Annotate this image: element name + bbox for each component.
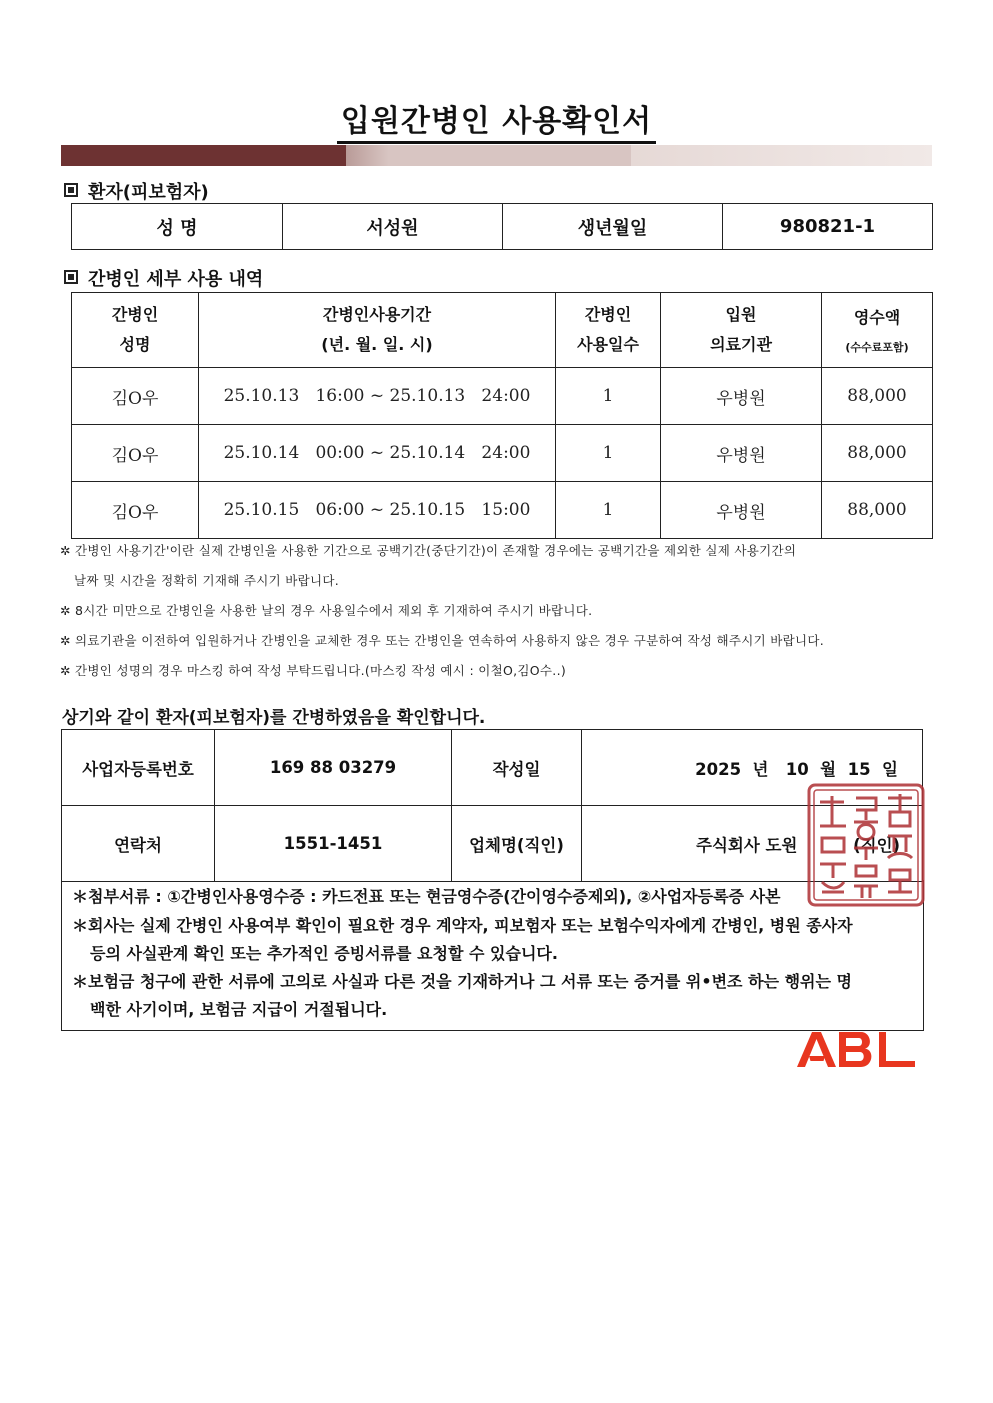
name-value: 서성원	[283, 204, 503, 250]
header-period: 간병인사용기간 (년. 월. 일. 시)	[199, 293, 556, 368]
row-name: 김O우	[72, 368, 199, 425]
note-3: ✲ 의료기관을 이전하여 입원하거나 간병인을 교체한 경우 또는 간병인을 연속하여 사용하지 않은 경우 구분하여 작성 해주시기 바랍니다.	[60, 633, 825, 648]
table-row	[72, 425, 933, 482]
square-bullet-icon	[64, 183, 78, 197]
footer-line-3: 등의 사실관계 확인 또는 추가적인 증빙서류를 요청할 수 있습니다.	[90, 944, 558, 963]
row-days: 1	[556, 482, 661, 539]
footer-line-5: 백한 사기이며, 보험금 지급이 거절됩니다.	[90, 1000, 388, 1019]
header-days: 간병인 사용일수	[556, 293, 661, 368]
row-name: 김O우	[72, 425, 199, 482]
contact-value: 1551-1451	[215, 806, 452, 882]
confirm-statement: 상기와 같이 환자(피보험자)를 간병하였음을 확인합니다.	[62, 708, 486, 728]
birth-value: 980821-1	[723, 204, 933, 250]
name-label: 성 명	[72, 204, 283, 250]
row-period: 25.10.13 16:00 ~ 25.10.13 24:00	[199, 368, 556, 425]
contact-label: 연락처	[62, 806, 215, 882]
detail-section-heading: 간병인 세부 사용 내역	[64, 265, 263, 291]
row-amount: 88,000	[822, 425, 933, 482]
table-row	[72, 368, 933, 425]
birth-label: 생년월일	[503, 204, 723, 250]
row-amount: 88,000	[822, 368, 933, 425]
header-bar-dark	[61, 145, 346, 166]
company-table	[61, 729, 923, 882]
patient-section-heading: 환자(피보험자)	[64, 178, 209, 204]
note-4: ✲ 간병인 성명의 경우 마스킹 하여 작성 부탁드립니다.(마스킹 작성 예시 : 이철O,김O수..)	[60, 663, 567, 678]
header-bar-light	[631, 145, 932, 166]
square-bullet-icon	[64, 270, 78, 284]
page-title: 입원간병인 사용확인서	[0, 96, 993, 140]
company-seal-stamp	[806, 782, 926, 908]
reg-number-value: 169 88 03279	[215, 730, 452, 806]
header-bar-mid	[346, 145, 631, 166]
row-period: 25.10.15 06:00 ~ 25.10.15 15:00	[199, 482, 556, 539]
note-1-cont: 날짜 및 시간을 정확히 기재해 주시기 바랍니다.	[74, 573, 340, 588]
note-2: ✲ 8시간 미만으로 간병인을 사용한 날의 경우 사용일수에서 제외 후 기재하여 주시기 바랍니다.	[60, 603, 593, 618]
footer-line-1: ＊첨부서류 : ①간병인사용영수증 : 카드전표 또는 현금영수증(간이영수증제외), ②사업자등록증 사본	[72, 887, 781, 906]
footer-line-4: ＊보험금 청구에 관한 서류에 고의로 사실과 다른 것을 기재하거나 그 서류 또는 증거를 위•변조 하는 행위는 명	[72, 972, 852, 991]
row-hospital: 우병원	[661, 482, 822, 539]
date-label: 작성일	[452, 730, 582, 806]
caregiver-table	[71, 292, 933, 539]
header-hospital: 입원 의료기관	[661, 293, 822, 368]
row-hospital: 우병원	[661, 425, 822, 482]
header-caregiver-name: 간병인 성명	[72, 293, 199, 368]
footer-line-2: ＊회사는 실제 간병인 사용여부 확인이 필요한 경우 계약자, 피보험자 또는 보험수익자에게 간병인, 병원 종사자	[72, 916, 853, 935]
row-name: 김O우	[72, 482, 199, 539]
abl-logo	[795, 1029, 917, 1069]
row-days: 1	[556, 425, 661, 482]
row-hospital: 우병원	[661, 368, 822, 425]
patient-table	[71, 203, 933, 250]
reg-number-label: 사업자등록번호	[62, 730, 215, 806]
row-period: 25.10.14 00:00 ~ 25.10.14 24:00	[199, 425, 556, 482]
date-value: 2025 년 10 월 15 일	[582, 730, 923, 806]
row-days: 1	[556, 368, 661, 425]
row-amount: 88,000	[822, 482, 933, 539]
company-name-label: 업체명(직인)	[452, 806, 582, 882]
seal-label: (직인)	[853, 835, 901, 855]
table-row	[72, 482, 933, 539]
note-1: ✲ 간병인 사용기간'이란 실제 간병인을 사용한 기간으로 공백기간(중단기간)이 존재할 경우에는 공백기간을 제외한 실제 사용기간의	[60, 543, 797, 558]
company-name-value: 주식회사 도원	[696, 835, 798, 855]
header-amount: 영수액 (수수료포함)	[822, 293, 933, 368]
